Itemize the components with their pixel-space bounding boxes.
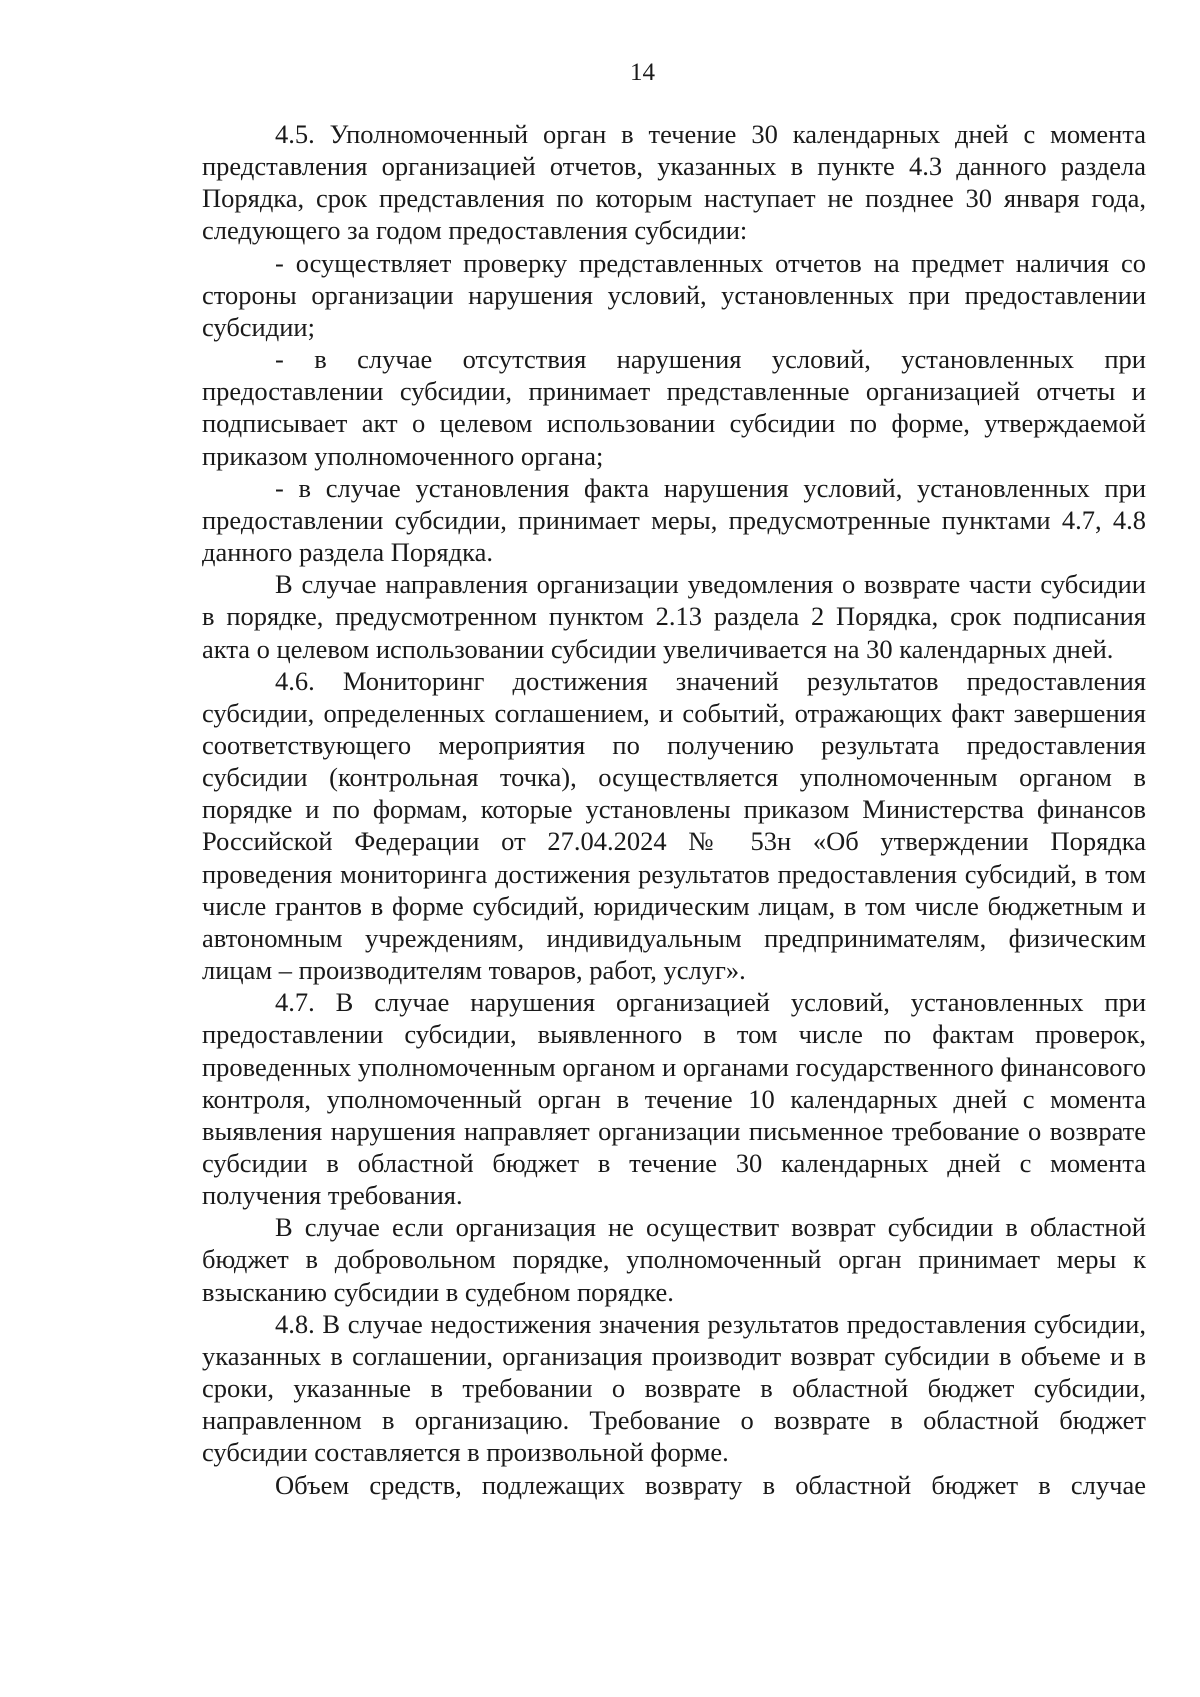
paragraph-refund-notice: В случае направления организации уведомления о возврате части субсидии в порядке, предусмотренном пунктом 2.13 раздела 2 Порядка, срок подписания акта о целевом использовании субсидии увеличивается на 30 календарных дней.: [202, 569, 1146, 664]
paragraph-4-8: 4.8. В случае недостижения значения результатов предоставления субсидии, указанных в соглашении, организация производит возврат субсидии в объеме и в сроки, указанные в требовании о возврате в областной бюджет субсидии, направленном в организацию. Требование о возврате в областной бюджет субсидии составляется в произвольной форме.: [202, 1308, 1146, 1468]
document-body: [202, 118, 1146, 1501]
paragraph-4-6: 4.6. Мониторинг достижения значений результатов предоставления субсидии, определенных соглашением, и событий, отражающих факт завершения соответствующего мероприятия по получению результата предоставления субсидии (контрольная точка), осуществляется уполномоченным органом в порядке и по формам, которые установлены приказом Министерства финансов Российской Федерации от 27.04.2024 № 53н «Об утверждении Порядка проведения мониторинга достижения результатов предоставления субсидий, в том числе грантов в форме субсидий, юридическим лицам, в том числе бюджетным и автономным учреждениям, индивидуальным предпринимателям, физическим лицам – производителям товаров, работ, услуг».: [202, 665, 1146, 986]
paragraph-4-5: 4.5. Уполномоченный орган в течение 30 календарных дней с момента представления организацией отчетов, указанных в пункте 4.3 данного раздела Порядка, срок представления по которым наступает не позднее 30 января года, следующего за годом предоставления субсидии:: [202, 119, 1146, 246]
paragraph-4-7: 4.7. В случае нарушения организацией условий, установленных при предоставлении субсидии, выявленного в том числе по фактам проверок, проведенных уполномоченным органом и органами государственного финансового контроля, уполномоченный орган в течение 10 календарных дней с момента выявления нарушения направляет организации письменное требование о возврате субсидии в областной бюджет в течение 30 календарных дней с момента получения требования.: [202, 987, 1146, 1211]
list-item-violation: - в случае установления факта нарушения условий, установленных при предоставлении субсидии, принимает меры, предусмотренные пунктами 4.7, 4.8 данного раздела Порядка.: [202, 472, 1146, 568]
list-item-check-reports: - осуществляет проверку представленных отчетов на предмет наличия со стороны организации нарушения условий, установленных при предоставлении субсидии;: [202, 247, 1146, 342]
list-item-no-violation: - в случае отсутствия нарушения условий, установленных при предоставлении субсидии, принимает представленные организацией отчеты и подписывает акт о целевом использовании субсидии по форме, утверждаемой приказом уполномоченного органа;: [202, 344, 1146, 471]
paragraph-refund-volume: Объем средств, подлежащих возврату в областной бюджет в случае: [275, 1469, 1146, 1500]
page-number: 14: [630, 59, 655, 86]
paragraph-court-recovery: В случае если организация не осуществит возврат субсидии в областной бюджет в добровольном порядке, уполномоченный орган принимает меры к взысканию субсидии в судебном порядке.: [202, 1212, 1146, 1307]
